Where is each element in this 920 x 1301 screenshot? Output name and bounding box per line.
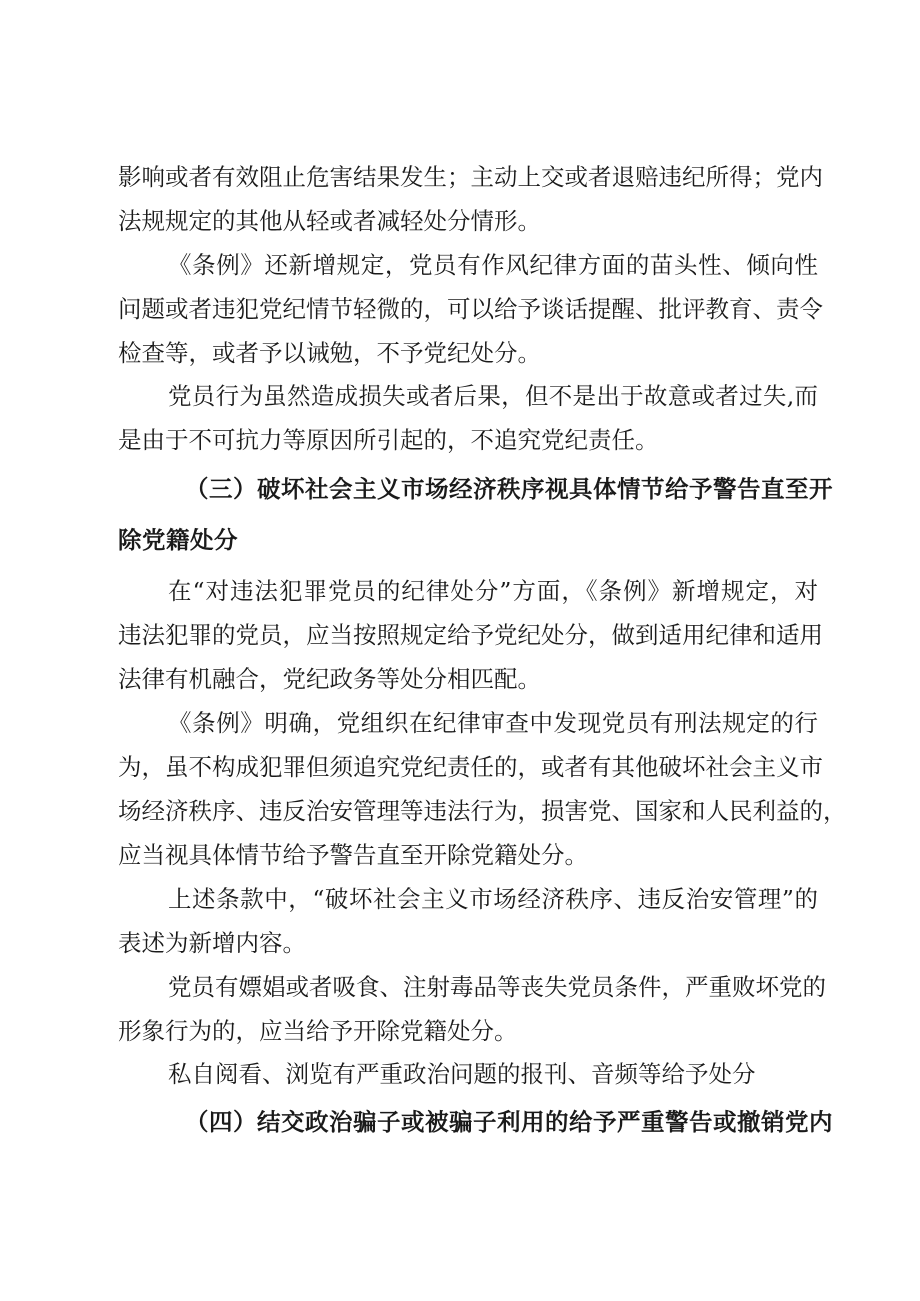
paragraph-line: 上述条款中，“破坏社会主义市场经济秩序、违反治安管理”的: [168, 885, 818, 913]
paragraph-line: 党员有嫖娼或者吸食、注射毒品等丧失党员条件，严重败坏党的: [168, 973, 826, 1001]
paragraph-line: 《条例》还新增规定，党员有作风纪律方面的苗头性、倾向性: [168, 251, 818, 279]
section-heading: （四）结交政治骗子或被骗子利用的给予严重警告或撤销党内: [185, 1108, 833, 1136]
paragraph-line: 影响或者有效阻止危害结果发生；主动上交或者退赔违纪所得；党内: [118, 163, 823, 191]
paragraph-line: 私自阅看、浏览有严重政治问题的报刊、音频等给予处分: [168, 1060, 756, 1088]
paragraph-line: 法规规定的其他从轻或者减轻处分情形。: [118, 207, 541, 235]
paragraph-line: 表述为新增内容。: [118, 929, 306, 957]
paragraph-line: 为，虽不构成犯罪但须追究党纪责任的，或者有其他破坏社会主义市: [118, 753, 823, 781]
paragraph-line: 党员行为虽然造成损失或者后果，但不是出于故意或者过失,而: [168, 382, 818, 410]
paragraph-line: 是由于不可抗力等原因所引起的，不追究党纪责任。: [118, 426, 659, 454]
paragraph-line: 检查等，或者予以诫勉，不予党纪处分。: [118, 339, 541, 367]
section-heading: 除党籍处分: [118, 526, 238, 554]
section-heading: （三）破坏社会主义市场经济秩序视具体情节给予警告直至开: [185, 475, 833, 503]
paragraph-line: 违法犯罪的党员，应当按照规定给予党纪处分，做到适用纪律和适用: [118, 621, 823, 649]
paragraph-line: 场经济秩序、违反治安管理等违法行为，损害党、国家和人民利益的，: [118, 797, 847, 825]
paragraph-line: 在“对违法犯罪党员的纪律处分”方面，《条例》新增规定，对: [168, 577, 818, 605]
paragraph-line: 应当视具体情节给予警告直至开除党籍处分。: [118, 841, 588, 869]
paragraph-line: 《条例》明确，党组织在纪律审查中发现党员有刑法规定的行: [168, 709, 818, 737]
paragraph-line: 形象行为的，应当给予开除党籍处分。: [118, 1017, 518, 1045]
paragraph-line: 法律有机融合，党纪政务等处分相匹配。: [118, 665, 541, 693]
paragraph-line: 问题或者违犯党纪情节轻微的，可以给予谈话提醒、批评教育、责令: [118, 295, 823, 323]
